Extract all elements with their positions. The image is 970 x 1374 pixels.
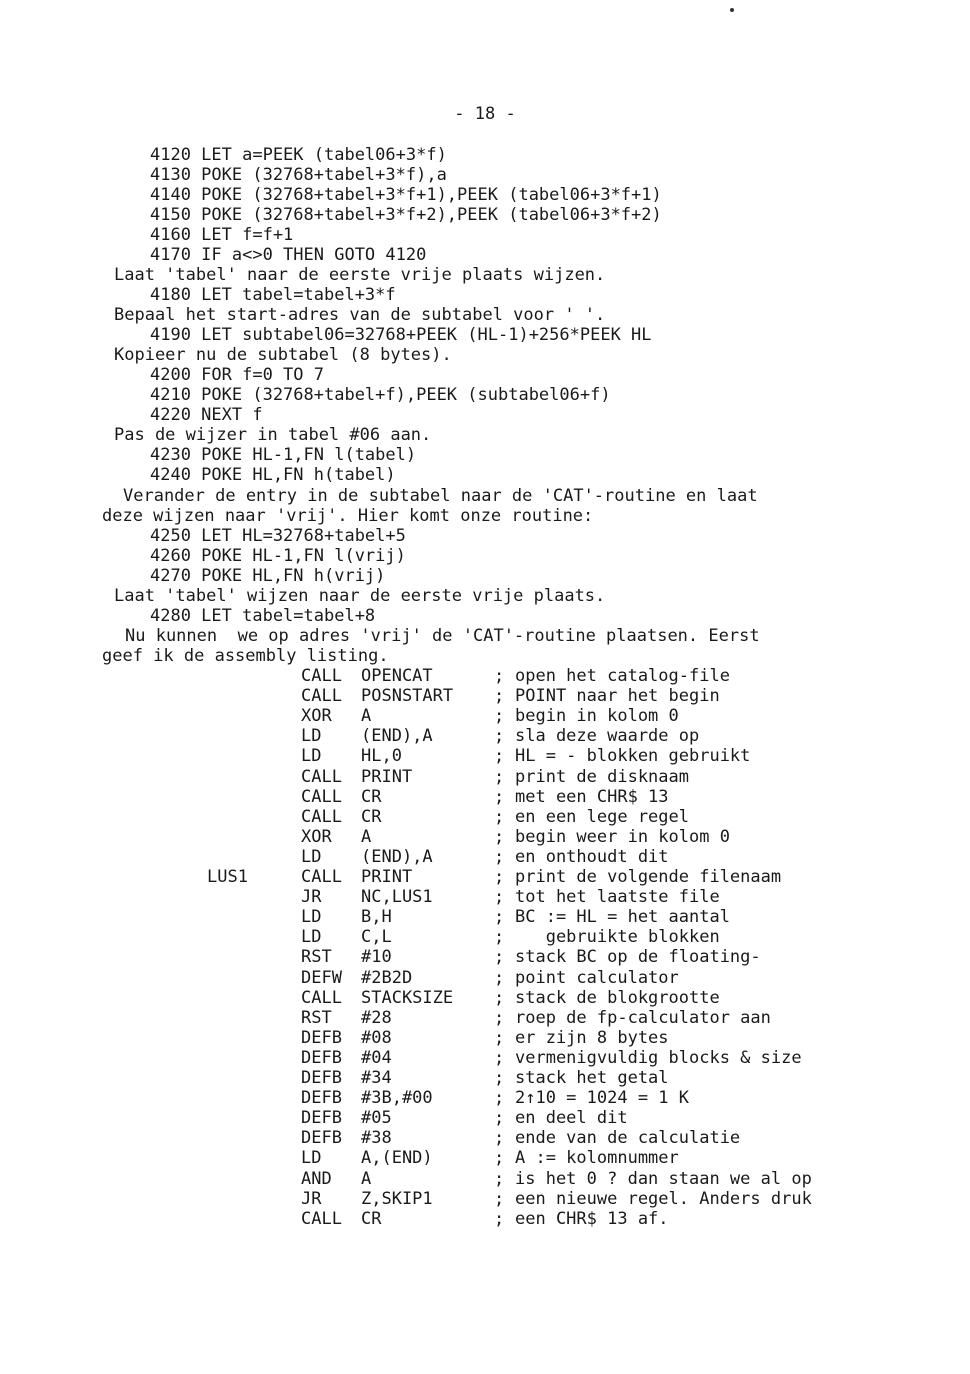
asm-comment: print de volgende filenaam — [515, 867, 782, 887]
asm-opcode: RST — [301, 947, 332, 967]
asm-opcode: DEFB — [301, 1028, 342, 1048]
code-line: 4140 POKE (32768+tabel+3*f+1),PEEK (tabel06+3*f+1) — [150, 185, 662, 205]
asm-opcode: JR — [301, 1189, 322, 1209]
asm-operand: STACKSIZE — [361, 988, 454, 1008]
code-line: 4160 LET f=f+1 — [150, 225, 294, 245]
asm-comment: ende van de calculatie — [515, 1128, 741, 1148]
asm-operand: #28 — [361, 1008, 392, 1028]
asm-comment: en onthoudt dit — [515, 847, 669, 867]
asm-operand: CR — [361, 1209, 382, 1229]
asm-comment: gebruikte blokken — [515, 927, 720, 947]
asm-label: LUS1 — [207, 867, 248, 887]
comment-separator: ; — [494, 787, 505, 807]
asm-comment: begin in kolom 0 — [515, 706, 679, 726]
code-line: 4120 LET a=PEEK (tabel06+3*f) — [150, 145, 447, 165]
comment-separator: ; — [494, 666, 505, 686]
comment-separator: ; — [494, 867, 505, 887]
comment-separator: ; — [494, 1148, 505, 1168]
asm-opcode: DEFB — [301, 1048, 342, 1068]
asm-comment: POINT naar het begin — [515, 686, 720, 706]
code-line: 4270 POKE HL,FN h(vrij) — [150, 566, 386, 586]
prose-line: Laat 'tabel' naar de eerste vrije plaats wijzen. — [114, 265, 606, 285]
asm-opcode: LD — [301, 907, 322, 927]
asm-operand: #38 — [361, 1128, 392, 1148]
comment-separator: ; — [494, 847, 505, 867]
asm-comment: er zijn 8 bytes — [515, 1028, 669, 1048]
asm-comment: HL = - blokken gebruikt — [515, 746, 751, 766]
asm-operand: #04 — [361, 1048, 392, 1068]
code-line: 4180 LET tabel=tabel+3*f — [150, 285, 396, 305]
code-line: 4220 NEXT f — [150, 405, 263, 425]
asm-operand: #05 — [361, 1108, 392, 1128]
asm-operand: #34 — [361, 1068, 392, 1088]
comment-separator: ; — [494, 686, 505, 706]
comment-separator: ; — [494, 1209, 505, 1229]
asm-opcode: LD — [301, 726, 322, 746]
comment-separator: ; — [494, 1169, 505, 1189]
prose-line: deze wijzen naar 'vrij'. Hier komt onze routine: — [102, 506, 594, 526]
prose-line: Kopieer nu de subtabel (8 bytes). — [114, 345, 452, 365]
asm-comment: met een CHR$ 13 — [515, 787, 669, 807]
asm-operand: #3B,#00 — [361, 1088, 433, 1108]
comment-separator: ; — [494, 706, 505, 726]
code-line: 4130 POKE (32768+tabel+3*f),a — [150, 165, 447, 185]
comment-separator: ; — [494, 968, 505, 988]
comment-separator: ; — [494, 1088, 505, 1108]
asm-comment: stack het getal — [515, 1068, 669, 1088]
comment-separator: ; — [494, 1108, 505, 1128]
asm-opcode: LD — [301, 1148, 322, 1168]
asm-operand: #08 — [361, 1028, 392, 1048]
asm-comment: A := kolomnummer — [515, 1148, 679, 1168]
asm-operand: A — [361, 706, 372, 726]
code-line: 4230 POKE HL-1,FN l(tabel) — [150, 445, 417, 465]
comment-separator: ; — [494, 827, 505, 847]
asm-opcode: CALL — [301, 988, 342, 1008]
asm-opcode: CALL — [301, 787, 342, 807]
comment-separator: ; — [494, 1128, 505, 1148]
asm-comment: sla deze waarde op — [515, 726, 700, 746]
prose-line: Nu kunnen we op adres 'vrij' de 'CAT'-routine plaatsen. Eerst — [125, 626, 760, 646]
code-line: 4280 LET tabel=tabel+8 — [150, 606, 376, 626]
asm-opcode: LD — [301, 927, 322, 947]
asm-opcode: CALL — [301, 767, 342, 787]
asm-comment: een nieuwe regel. Anders druk — [515, 1189, 812, 1209]
asm-opcode: CALL — [301, 1209, 342, 1229]
code-line: 4240 POKE HL,FN h(tabel) — [150, 465, 396, 485]
prose-line: Bepaal het start-adres van de subtabel voor ' '. — [114, 305, 606, 325]
asm-comment: print de disknaam — [515, 767, 689, 787]
asm-comment: stack BC op de floating- — [515, 947, 761, 967]
comment-separator: ; — [494, 1189, 505, 1209]
asm-operand: A — [361, 1169, 372, 1189]
page-number: - 18 - — [454, 104, 516, 124]
asm-operand: A — [361, 827, 372, 847]
asm-opcode: DEFB — [301, 1088, 342, 1108]
prose-line: Pas de wijzer in tabel #06 aan. — [114, 425, 432, 445]
comment-separator: ; — [494, 907, 505, 927]
comment-separator: ; — [494, 746, 505, 766]
asm-comment: en een lege regel — [515, 807, 689, 827]
code-line: 4150 POKE (32768+tabel+3*f+2),PEEK (tabel06+3*f+2) — [150, 205, 662, 225]
asm-opcode: CALL — [301, 867, 342, 887]
asm-opcode: DEFW — [301, 968, 342, 988]
asm-comment: een CHR$ 13 af. — [515, 1209, 669, 1229]
code-line: 4190 LET subtabel06=32768+PEEK (HL-1)+256*PEEK HL — [150, 325, 652, 345]
code-line: 4250 LET HL=32768+tabel+5 — [150, 526, 406, 546]
comment-separator: ; — [494, 1068, 505, 1088]
asm-comment: point calculator — [515, 968, 679, 988]
asm-operand: Z,SKIP1 — [361, 1189, 433, 1209]
comment-separator: ; — [494, 767, 505, 787]
asm-comment: begin weer in kolom 0 — [515, 827, 730, 847]
asm-operand: #2B2D — [361, 968, 413, 988]
asm-opcode: DEFB — [301, 1068, 342, 1088]
asm-opcode: CALL — [301, 686, 342, 706]
asm-operand: A,(END) — [361, 1148, 433, 1168]
asm-opcode: CALL — [301, 807, 342, 827]
asm-comment: is het 0 ? dan staan we al op — [515, 1169, 812, 1189]
comment-separator: ; — [494, 887, 505, 907]
comment-separator: ; — [494, 726, 505, 746]
asm-operand: #10 — [361, 947, 392, 967]
asm-operand: (END),A — [361, 726, 433, 746]
asm-comment: BC := HL = het aantal — [515, 907, 730, 927]
asm-comment: 2↑10 = 1024 = 1 K — [515, 1088, 689, 1108]
asm-opcode: LD — [301, 847, 322, 867]
asm-opcode: DEFB — [301, 1108, 342, 1128]
prose-line: geef ik de assembly listing. — [102, 646, 389, 666]
asm-comment: stack de blokgrootte — [515, 988, 720, 1008]
code-line: 4210 POKE (32768+tabel+f),PEEK (subtabel06+f) — [150, 385, 611, 405]
asm-operand: NC,LUS1 — [361, 887, 433, 907]
code-line: 4200 FOR f=0 TO 7 — [150, 365, 324, 385]
comment-separator: ; — [494, 807, 505, 827]
asm-operand: CR — [361, 787, 382, 807]
asm-comment: roep de fp-calculator aan — [515, 1008, 771, 1028]
asm-opcode: RST — [301, 1008, 332, 1028]
asm-operand: (END),A — [361, 847, 433, 867]
asm-operand: PRINT — [361, 867, 413, 887]
comment-separator: ; — [494, 927, 505, 947]
asm-operand: B,H — [361, 907, 392, 927]
asm-comment: en deel dit — [515, 1108, 628, 1128]
asm-operand: HL,0 — [361, 746, 402, 766]
asm-opcode: LD — [301, 746, 322, 766]
asm-opcode: XOR — [301, 706, 332, 726]
asm-operand: PRINT — [361, 767, 413, 787]
asm-comment: vermenigvuldig blocks & size — [515, 1048, 802, 1068]
code-line: 4260 POKE HL-1,FN l(vrij) — [150, 546, 406, 566]
comment-separator: ; — [494, 1008, 505, 1028]
asm-comment: tot het laatste file — [515, 887, 720, 907]
asm-operand: OPENCAT — [361, 666, 433, 686]
comment-separator: ; — [494, 947, 505, 967]
asm-operand: POSNSTART — [361, 686, 454, 706]
asm-opcode: JR — [301, 887, 322, 907]
asm-opcode: AND — [301, 1169, 332, 1189]
prose-line: Verander de entry in de subtabel naar de 'CAT'-routine en laat — [123, 486, 758, 506]
asm-opcode: XOR — [301, 827, 332, 847]
asm-opcode: DEFB — [301, 1128, 342, 1148]
asm-opcode: CALL — [301, 666, 342, 686]
comment-separator: ; — [494, 988, 505, 1008]
comment-separator: ; — [494, 1048, 505, 1068]
asm-comment: open het catalog-file — [515, 666, 730, 686]
comment-separator: ; — [494, 1028, 505, 1048]
asm-operand: C,L — [361, 927, 392, 947]
code-line: 4170 IF a<>0 THEN GOTO 4120 — [150, 245, 427, 265]
asm-operand: CR — [361, 807, 382, 827]
speck-mark — [730, 8, 734, 12]
prose-line: Laat 'tabel' wijzen naar de eerste vrije plaats. — [114, 586, 606, 606]
